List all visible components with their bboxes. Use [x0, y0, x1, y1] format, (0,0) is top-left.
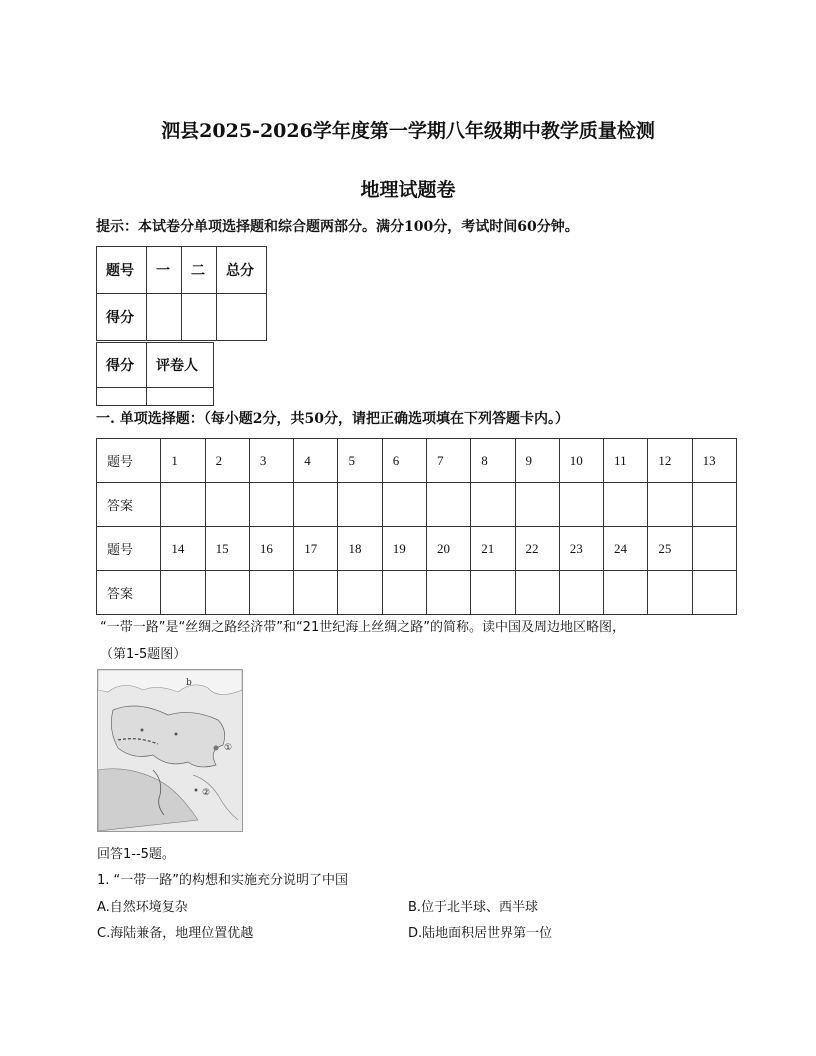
answer-cell[interactable] [648, 571, 692, 615]
question-number: 7 [426, 439, 470, 483]
answer-cell[interactable] [205, 483, 249, 527]
answer-cell[interactable] [604, 571, 648, 615]
question-number: 10 [559, 439, 603, 483]
score-table [96, 246, 267, 341]
answer-cell[interactable] [294, 571, 338, 615]
question-number: 11 [604, 439, 648, 483]
answer-sheet-answer-row [97, 483, 737, 527]
exam-title: 泗县2025-2026学年度第一学期八年级期中教学质量检测 [161, 120, 655, 142]
answer-cell[interactable] [692, 483, 736, 527]
section-title: 一. 单项选择题：（每小题2分，共50分，请把正确选项填在下列答题卡内。） [96, 411, 569, 427]
question-number: 15 [205, 527, 249, 571]
question-number: 1 [161, 439, 205, 483]
map-label-1: ① [224, 743, 233, 753]
answer-cell[interactable] [559, 483, 603, 527]
question-number: 20 [426, 527, 470, 571]
exam-subtitle: 地理试题卷 [360, 179, 456, 201]
score-cell[interactable] [217, 294, 267, 341]
score-header-cell: 一 [147, 247, 182, 294]
answer-cell[interactable] [249, 483, 293, 527]
score-cell[interactable] [182, 294, 217, 341]
answer-cell[interactable] [338, 483, 382, 527]
question-number: 13 [692, 439, 736, 483]
answer-cell[interactable] [338, 571, 382, 615]
grader-cell[interactable] [97, 388, 147, 406]
answer-cell[interactable] [205, 571, 249, 615]
row-label: 答案 [97, 571, 161, 615]
score-header-cell: 二 [182, 247, 217, 294]
question-number: 14 [161, 527, 205, 571]
grader-table-empty-row [97, 388, 214, 406]
answer-cell[interactable] [382, 571, 426, 615]
row-label: 答案 [97, 483, 161, 527]
question-number: 2 [205, 439, 249, 483]
question-number: 25 [648, 527, 692, 571]
answer-cell[interactable] [515, 571, 559, 615]
answer-sheet-number-row [97, 527, 737, 571]
row-label: 题号 [97, 439, 161, 483]
answer-sheet-table [96, 438, 737, 615]
answer-cell[interactable] [604, 483, 648, 527]
answer-sheet-answer-row [97, 571, 737, 615]
grader-table [96, 342, 214, 406]
question-1-option-b[interactable]: B.位于北半球、西半球 [408, 900, 539, 915]
row-label: 题号 [97, 527, 161, 571]
question-number: 24 [604, 527, 648, 571]
answer-cell[interactable] [382, 483, 426, 527]
answer-cell[interactable] [471, 483, 515, 527]
question-1-option-d[interactable]: D.陆地面积居世界第一位 [408, 926, 553, 941]
score-header-cell: 总分 [217, 247, 267, 294]
answer-cell[interactable] [249, 571, 293, 615]
question-number: 23 [559, 527, 603, 571]
china-region-map [97, 669, 243, 832]
answer-cell[interactable] [559, 571, 603, 615]
grader-table-header-row [97, 343, 214, 388]
question-number [692, 527, 736, 571]
answer-cell[interactable] [294, 483, 338, 527]
question-number: 4 [294, 439, 338, 483]
question-1-option-c[interactable]: C.海陆兼备，地理位置优越 [97, 926, 254, 941]
question-number: 12 [648, 439, 692, 483]
answer-cell[interactable] [161, 571, 205, 615]
question-number: 3 [249, 439, 293, 483]
exam-tip: 提示：本试卷分单项选择题和综合题两部分。满分100分，考试时间60分钟。 [96, 219, 579, 235]
answer-sheet-number-row [97, 439, 737, 483]
question-1-option-a[interactable]: A.自然环境复杂 [97, 900, 188, 915]
question-number: 5 [338, 439, 382, 483]
question-number: 8 [471, 439, 515, 483]
answer-cell[interactable] [426, 571, 470, 615]
score-cell[interactable] [147, 294, 182, 341]
question-number: 16 [249, 527, 293, 571]
score-table-header-row [97, 247, 267, 294]
question-number: 19 [382, 527, 426, 571]
question-number: 9 [515, 439, 559, 483]
question-1-stem: 1. “一带一路”的构想和实施充分说明了中国 [97, 873, 349, 888]
score-header-cell: 题号 [97, 247, 147, 294]
question-number: 22 [515, 527, 559, 571]
answer-cell[interactable] [692, 571, 736, 615]
intro-line-3: 回答1--5题。 [97, 847, 175, 862]
answer-cell[interactable] [471, 571, 515, 615]
grader-header-cell: 评卷人 [147, 343, 214, 388]
map-label-b: b [186, 678, 192, 688]
question-number: 21 [471, 527, 515, 571]
score-table-score-row [97, 294, 267, 341]
figure-caption: （第1-5题图） [100, 647, 187, 662]
question-number: 6 [382, 439, 426, 483]
answer-cell[interactable] [648, 483, 692, 527]
map-label-2: ② [202, 788, 211, 798]
answer-cell[interactable] [426, 483, 470, 527]
map-graphic [98, 670, 242, 831]
answer-cell[interactable] [515, 483, 559, 527]
question-number: 17 [294, 527, 338, 571]
score-row-label: 得分 [97, 294, 147, 341]
grader-cell[interactable] [147, 388, 214, 406]
intro-line-1: “一带一路”是“丝绸之路经济带”和“21世纪海上丝绸之路”的简称。读中国及周边地区略图， [100, 620, 625, 635]
question-number: 18 [338, 527, 382, 571]
answer-cell[interactable] [161, 483, 205, 527]
grader-header-cell: 得分 [97, 343, 147, 388]
